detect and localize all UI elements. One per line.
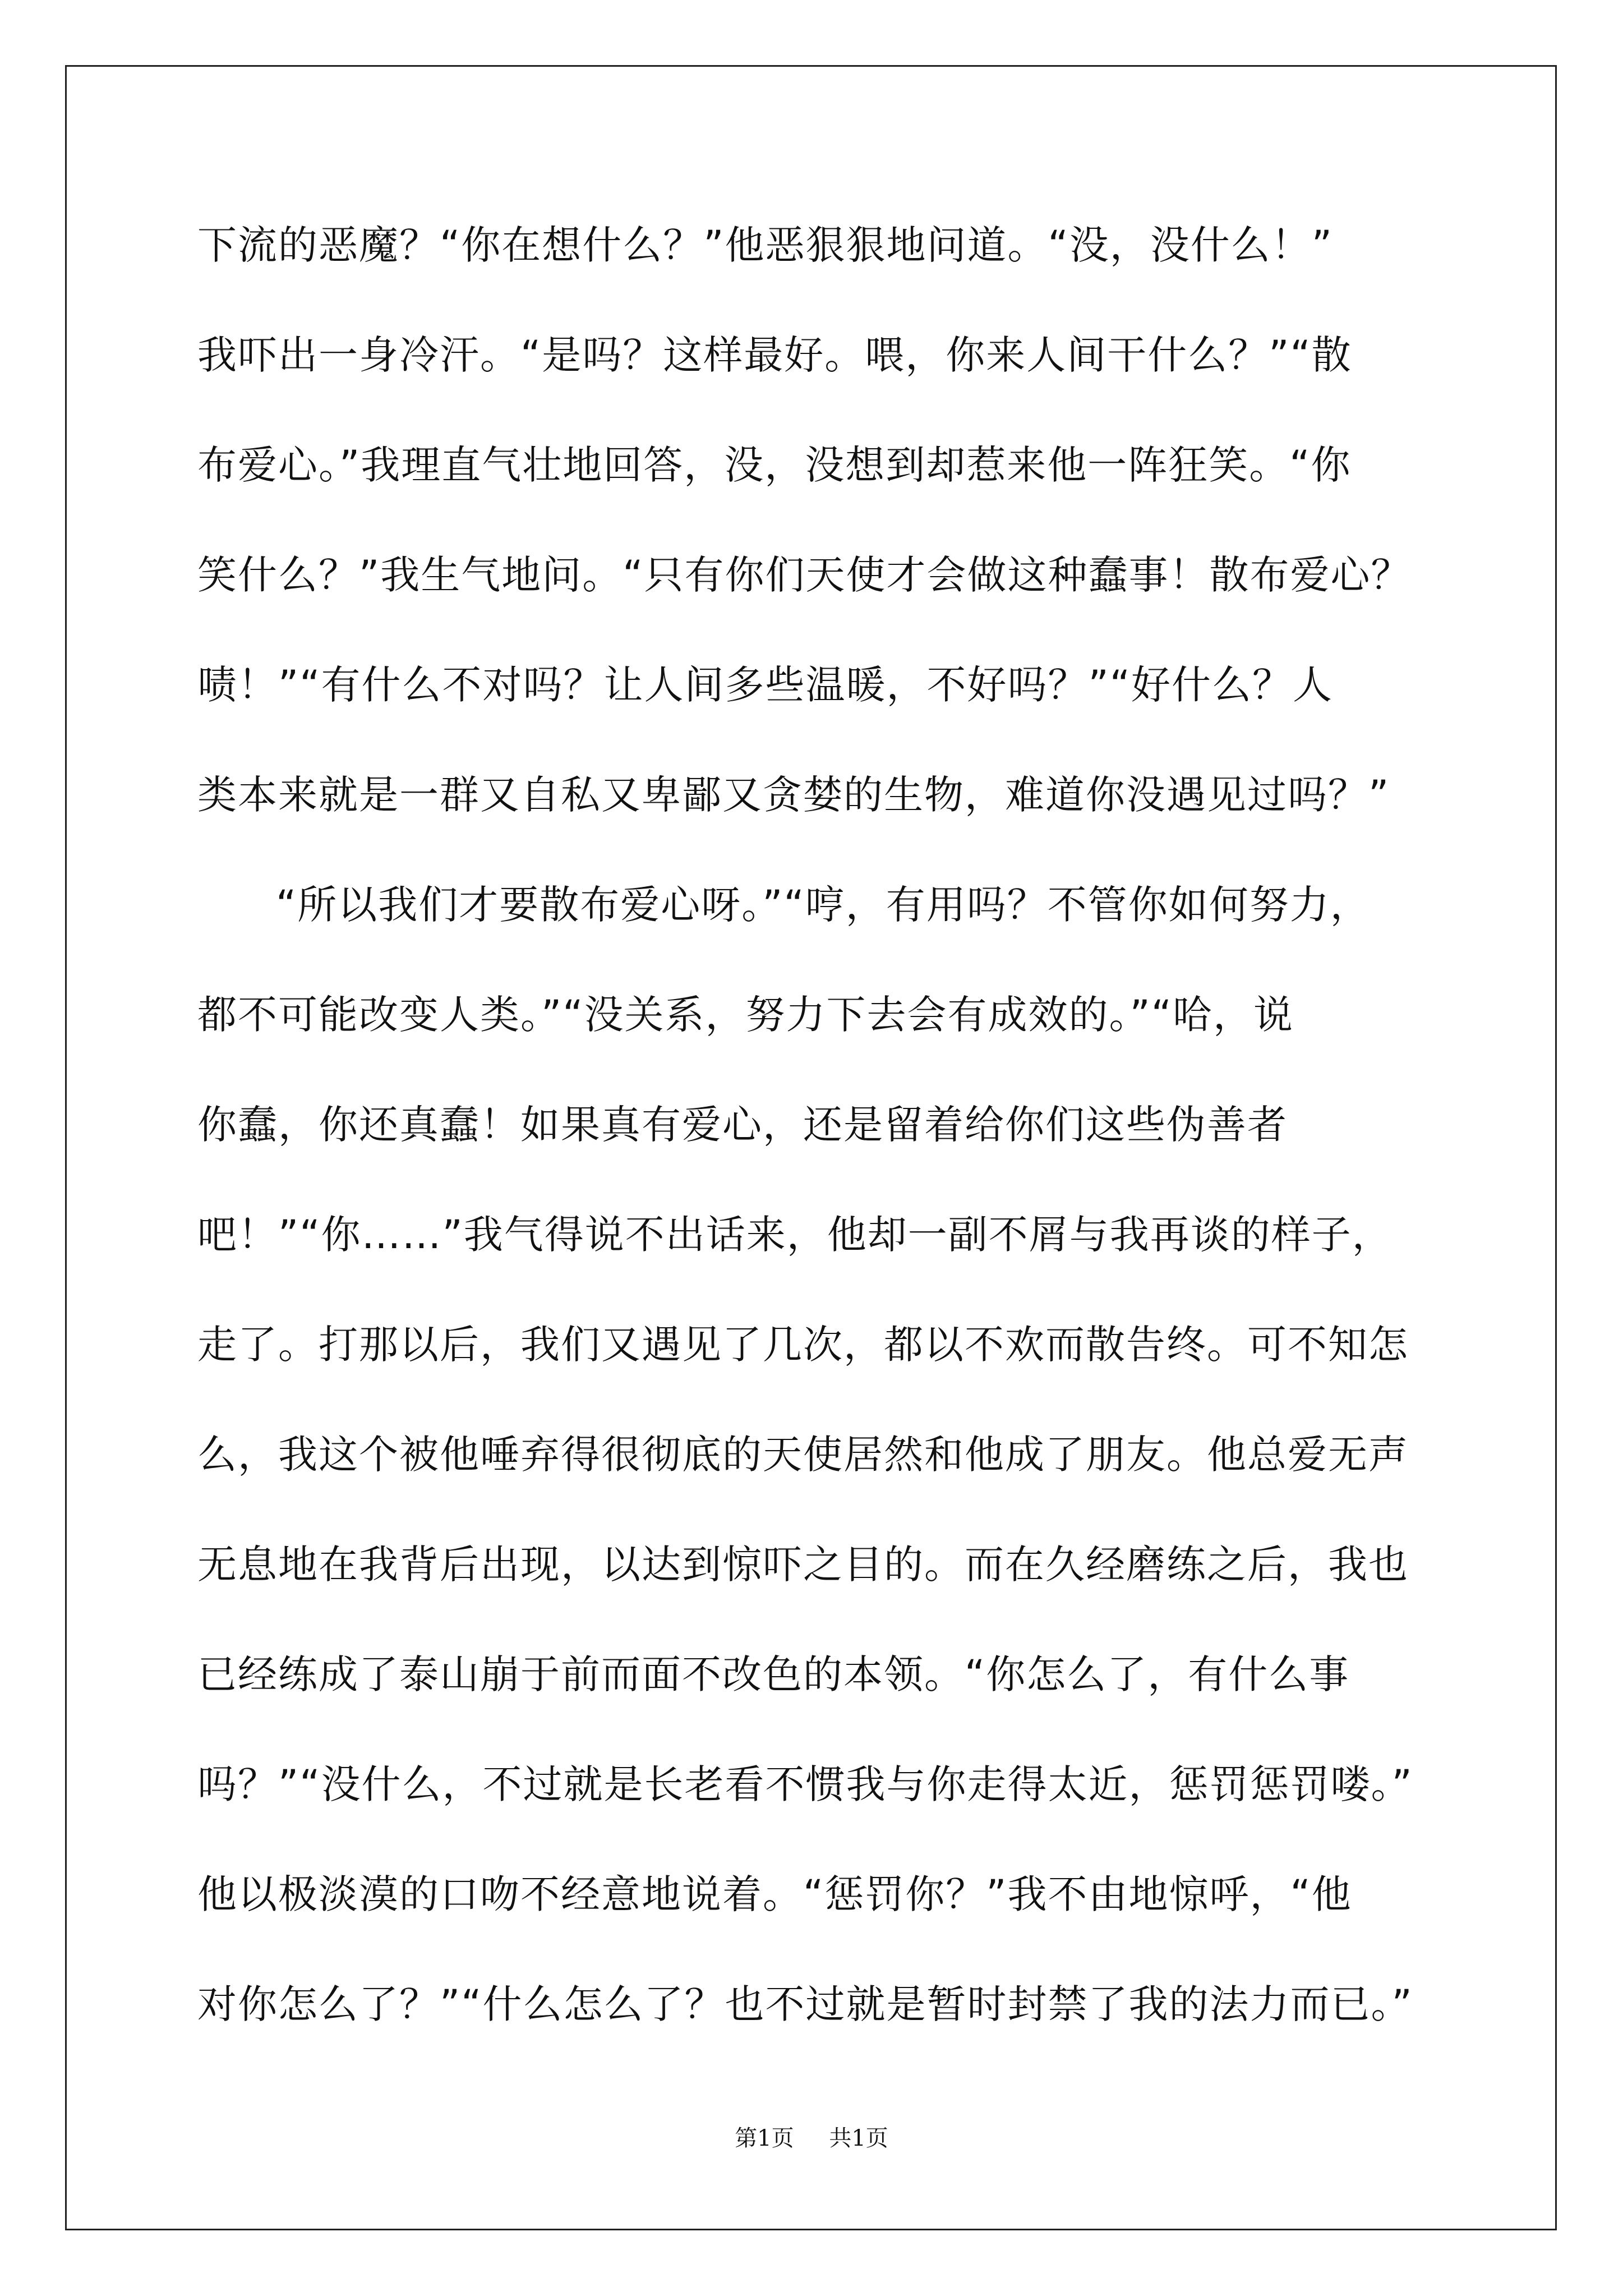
text-line: 啧！”“有什么不对吗？让人间多些温暖，不好吗？”“好什么？人 [197,662,1334,708]
text-line: 你蠢，你还真蠢！如果真有爱心，还是留着给你们这些伪善者 [197,1102,1288,1148]
text-line: 布爱心。”我理直气壮地回答，没，没想到却惹来他一阵狂笑。“你 [197,442,1352,488]
text-line: 对你怎么了？”“什么怎么了？也不过就是暂时封禁了我的法力而已。” [197,1981,1413,2027]
text-line: 吧！”“你……”我气得说不出话来，他却一副不屑与我再谈的样子， [197,1212,1393,1258]
text-line: 下流的恶魔？“你在想什么？”他恶狠狠地问道。“没，没什么！” [197,222,1334,268]
text-line: 类本来就是一群又自私又卑鄙又贪婪的生物，难道你没遇见过吗？” [197,772,1390,818]
text-line: 么，我这个被他唾弃得很彻底的天使居然和他成了朋友。他总爱无声 [197,1432,1409,1478]
page-footer [0,2122,1623,2155]
page-total: 共1页 [829,2125,888,2151]
text-line: 无息地在我背后出现，以达到惊吓之目的。而在久经磨练之后，我也 [197,1542,1409,1588]
text-line: 已经练成了泰山崩于前而面不改色的本领。“你怎么了，有什么事 [197,1651,1350,1697]
document-body [197,209,1448,2078]
text-line: 笑什么？”我生气地问。“只有你们天使才会做这种蠢事！散布爱心？ [197,552,1412,598]
text-line: 他以极淡漠的口吻不经意地说着。“惩罚你？”我不由地惊呼，“他 [197,1871,1352,1917]
paragraph-start-line: “所以我们才要散布爱心呀。”“哼，有用吗？不管你如何努力， [276,882,1371,928]
text-line: 走了。打那以后，我们又遇见了几次，都以不欢而散告终。可不知怎 [197,1322,1409,1368]
page-number: 第1页 [735,2125,794,2151]
text-line: 都不可能改变人类。”“没关系，努力下去会有成效的。”“哈，说 [197,992,1294,1038]
text-line: 我吓出一身冷汗。“是吗？这样最好。喂，你来人间干什么？”“散 [197,332,1352,378]
text-line: 吗？”“没什么，不过就是长老看不惯我与你走得太近，惩罚惩罚喽。” [197,1761,1413,1807]
